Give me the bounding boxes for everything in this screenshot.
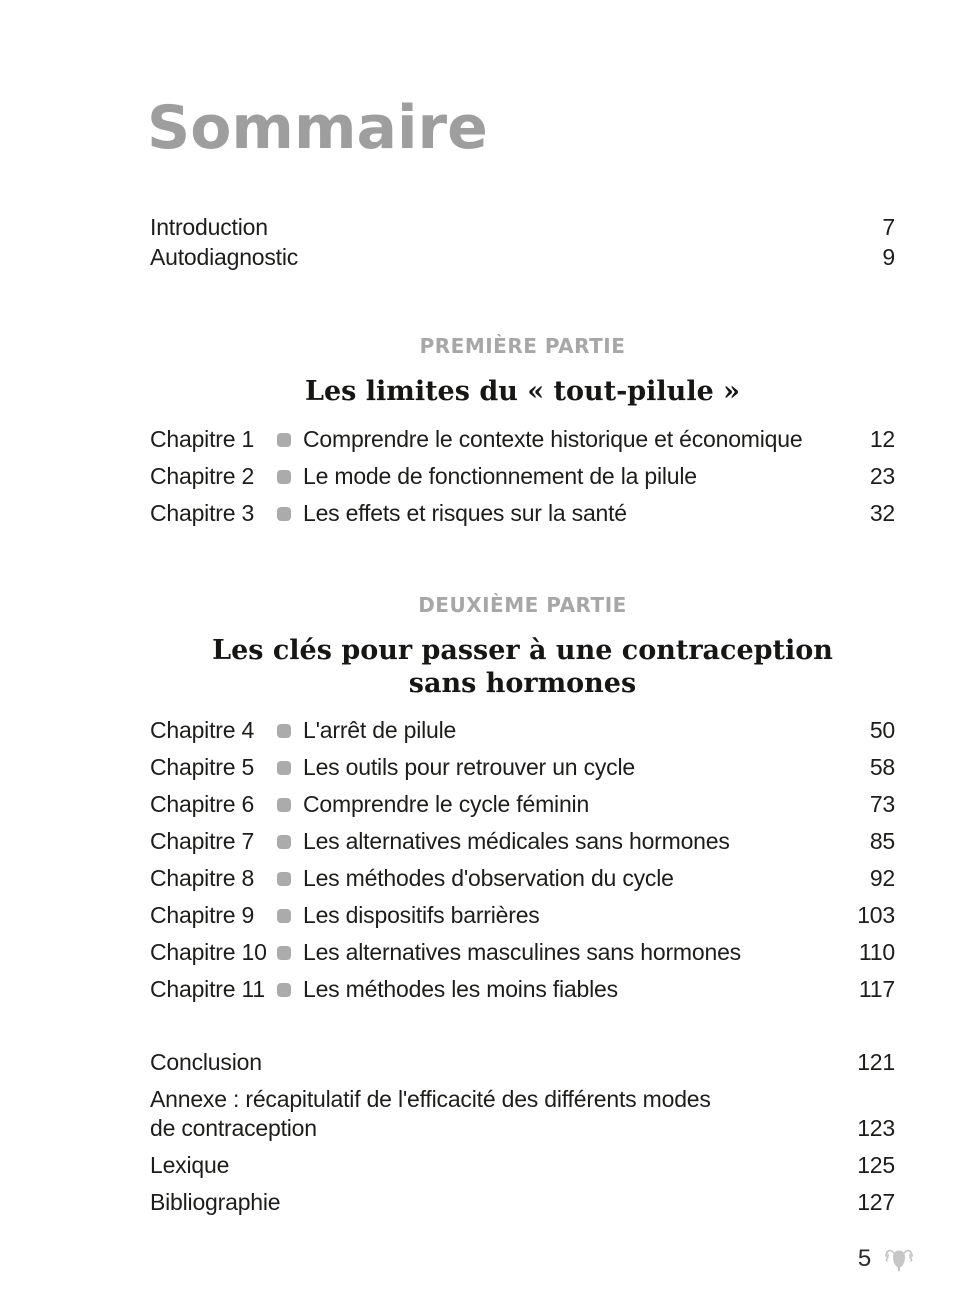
entry-label bbox=[150, 1085, 711, 1143]
part1-kicker: PREMIÈRE PARTIE bbox=[419, 334, 626, 358]
bullet-icon bbox=[277, 791, 303, 818]
back-matter-list bbox=[150, 1048, 895, 1225]
bullet-icon bbox=[277, 754, 303, 781]
chapter-page-number: 50 bbox=[869, 717, 895, 743]
chapter-label: Chapitre 1 bbox=[150, 426, 255, 452]
chapter-title: Les méthodes les moins fiables bbox=[303, 976, 618, 1002]
toc-entry-lexique bbox=[150, 1151, 895, 1180]
toc-chapter-row bbox=[150, 458, 895, 495]
chapter-label: Chapitre 9 bbox=[150, 902, 255, 928]
entry-page-number: 123 bbox=[857, 1115, 895, 1141]
chapter-label: Chapitre 5 bbox=[150, 754, 255, 780]
entry-label: Introduction bbox=[150, 214, 268, 240]
toc-chapter-row bbox=[150, 860, 895, 897]
part2-chapter-list bbox=[150, 712, 895, 1008]
bullet-icon bbox=[277, 426, 303, 453]
entry-label-line2: de contraception bbox=[150, 1115, 317, 1141]
chapter-title: Comprendre le contexte historique et économique bbox=[303, 426, 803, 452]
toc-chapter-row bbox=[150, 495, 895, 532]
bullet-icon bbox=[277, 976, 303, 1003]
chapter-page-number: 103 bbox=[857, 902, 895, 928]
entry-page-number: 127 bbox=[857, 1189, 895, 1215]
front-matter-list bbox=[150, 212, 895, 272]
bullet-icon bbox=[277, 500, 303, 527]
chapter-title: Les outils pour retrouver un cycle bbox=[303, 754, 635, 780]
chapter-page-number: 58 bbox=[869, 754, 895, 780]
bullet-icon bbox=[277, 902, 303, 929]
toc-chapter-row bbox=[150, 421, 895, 458]
part1-chapter-list bbox=[150, 421, 895, 532]
toc-chapter-row bbox=[150, 749, 895, 786]
toc-chapter-row bbox=[150, 971, 895, 1008]
chapter-page-number: 73 bbox=[869, 791, 895, 817]
entry-label: Conclusion bbox=[150, 1049, 262, 1075]
chapter-page-number: 32 bbox=[869, 500, 895, 526]
entry-label: Lexique bbox=[150, 1152, 230, 1178]
part2-kicker: DEUXIÈME PARTIE bbox=[418, 593, 627, 617]
bullet-icon bbox=[277, 717, 303, 744]
entry-page-number: 125 bbox=[857, 1152, 895, 1178]
toc-entry-introduction bbox=[150, 212, 895, 242]
toc-entry-annexe bbox=[150, 1085, 895, 1143]
entry-page-number: 9 bbox=[882, 244, 895, 270]
chapter-page-number: 85 bbox=[869, 828, 895, 854]
chapter-label: Chapitre 6 bbox=[150, 791, 255, 817]
bullet-icon bbox=[277, 828, 303, 855]
chapter-title: Les alternatives médicales sans hormones bbox=[303, 828, 730, 854]
part2-title-line2: sans hormones bbox=[408, 668, 637, 699]
toc-chapter-row bbox=[150, 712, 895, 749]
chapter-label: Chapitre 11 bbox=[150, 976, 266, 1002]
entry-page-number: 121 bbox=[857, 1049, 895, 1075]
part2-heading bbox=[150, 593, 895, 700]
bullet-icon bbox=[277, 865, 303, 892]
chapter-title: Les effets et risques sur la santé bbox=[303, 500, 627, 526]
chapter-label: Chapitre 4 bbox=[150, 717, 255, 743]
entry-label: Autodiagnostic bbox=[150, 244, 299, 270]
chapter-page-number: 110 bbox=[858, 939, 895, 965]
toc-entry-bibliographie bbox=[150, 1188, 895, 1217]
chapter-title: Les alternatives masculines sans hormones bbox=[303, 939, 741, 965]
part2-title bbox=[150, 634, 895, 700]
chapter-label: Chapitre 10 bbox=[150, 939, 267, 965]
toc-entry-autodiagnostic bbox=[150, 242, 895, 272]
chapter-page-number: 12 bbox=[869, 426, 895, 452]
chapter-title: Les dispositifs barrières bbox=[303, 902, 540, 928]
entry-label-line1: Annexe : récapitulatif de l'efficacité des différents modes bbox=[150, 1086, 711, 1112]
entry-page-number: 7 bbox=[882, 214, 895, 240]
chapter-label: Chapitre 8 bbox=[150, 865, 255, 891]
chapter-label: Chapitre 7 bbox=[150, 828, 255, 854]
part1-heading bbox=[150, 334, 895, 408]
toc-chapter-row bbox=[150, 934, 895, 971]
chapter-title: Comprendre le cycle féminin bbox=[303, 791, 590, 817]
page-footer bbox=[858, 1243, 915, 1275]
toc-chapter-row bbox=[150, 897, 895, 934]
chapter-title: L'arrêt de pilule bbox=[303, 717, 457, 743]
bullet-icon bbox=[277, 463, 303, 490]
uterus-icon bbox=[883, 1243, 915, 1275]
toc-entry-conclusion bbox=[150, 1048, 895, 1077]
toc-chapter-row bbox=[150, 786, 895, 823]
toc-chapter-row bbox=[150, 823, 895, 860]
chapter-label: Chapitre 3 bbox=[150, 500, 255, 526]
folio-page-number: 5 bbox=[857, 1245, 871, 1272]
chapter-label: Chapitre 2 bbox=[150, 463, 255, 489]
chapter-page-number: 23 bbox=[869, 463, 895, 489]
chapter-page-number: 117 bbox=[858, 976, 895, 1002]
chapter-title: Les méthodes d'observation du cycle bbox=[303, 865, 674, 891]
entry-label: Bibliographie bbox=[150, 1189, 281, 1215]
page-title: Sommaire bbox=[147, 93, 488, 163]
part2-title-line1: Les clés pour passer à une contraception bbox=[212, 635, 833, 666]
bullet-icon bbox=[277, 939, 303, 966]
part1-title: Les limites du « tout-pilule » bbox=[304, 376, 741, 407]
chapter-page-number: 92 bbox=[869, 865, 895, 891]
chapter-title: Le mode de fonctionnement de la pilule bbox=[303, 463, 697, 489]
